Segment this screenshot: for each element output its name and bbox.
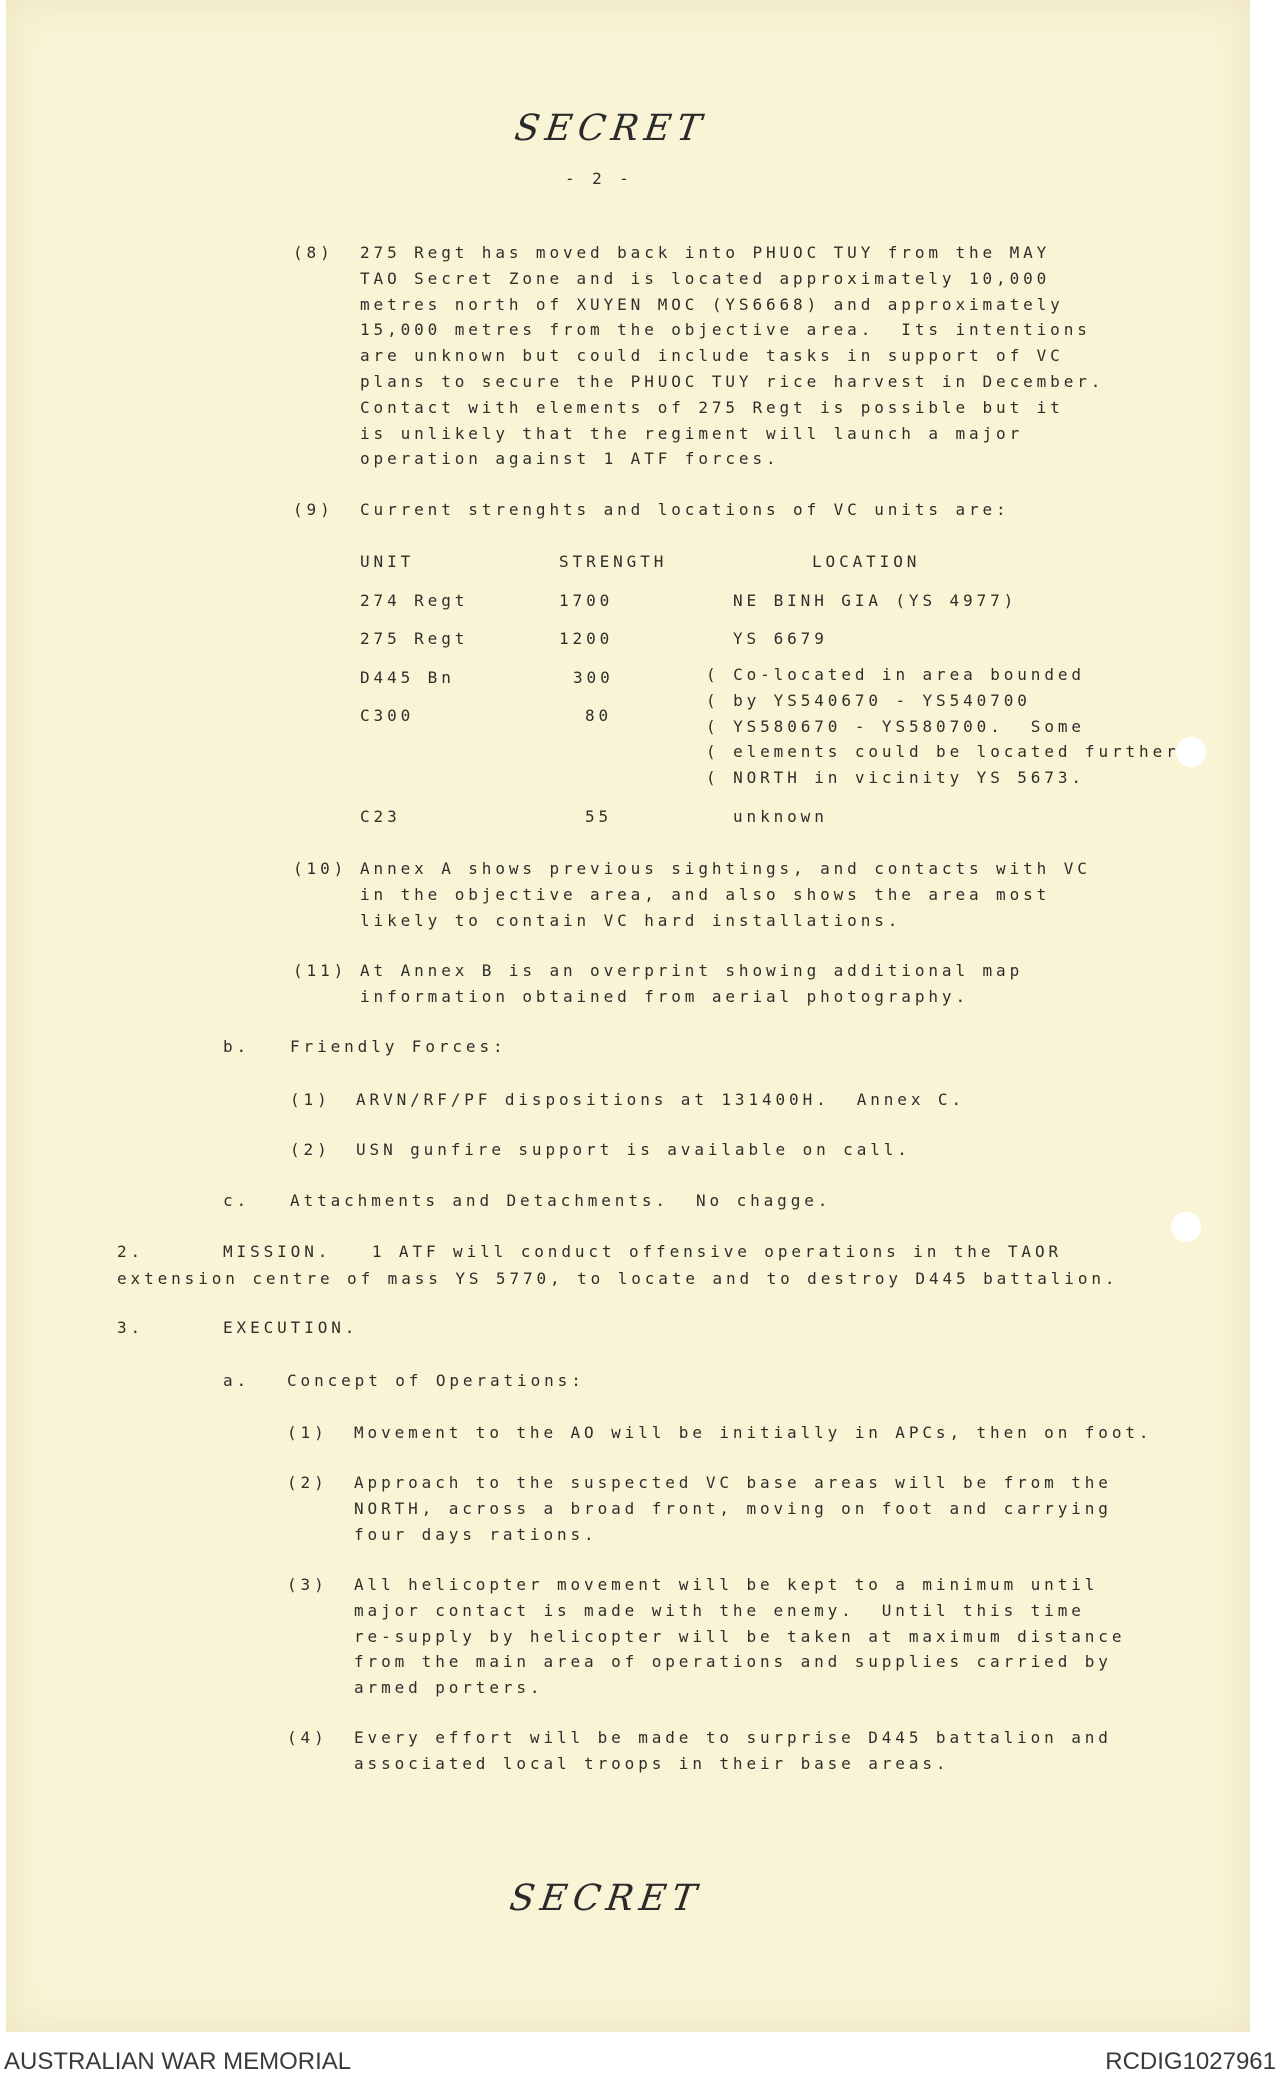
section-title: EXECUTION. bbox=[223, 1318, 359, 1337]
table-cell-strength: 300 bbox=[573, 668, 614, 687]
para-number: (1) bbox=[290, 1090, 331, 1109]
section-letter: c. bbox=[223, 1191, 251, 1210]
page-number: - 2 - bbox=[565, 169, 633, 188]
section-title: Concept of Operations: bbox=[287, 1371, 585, 1390]
table-cell-unit: D445 Bn bbox=[360, 668, 455, 687]
mission-text: MISSION. 1 ATF will conduct offensive operations in the TAOR bbox=[223, 1242, 1063, 1261]
para-text: Movement to the AO will be initially in APCs, then on foot. bbox=[354, 1423, 1153, 1442]
section-number: 3. bbox=[117, 1318, 145, 1337]
mission-text-continued: extension centre of mass YS 5770, to locate and to destroy D445 battalion. bbox=[117, 1269, 1119, 1288]
table-cell-unit: C23 bbox=[360, 807, 401, 826]
archive-credit: AUSTRALIAN WAR MEMORIAL bbox=[4, 2048, 352, 2075]
punch-hole bbox=[1176, 737, 1206, 767]
table-cell-strength: 1700 bbox=[559, 591, 614, 610]
section-letter: a. bbox=[223, 1371, 251, 1390]
classification-stamp-bottom: SECRET bbox=[507, 1878, 705, 1919]
para-text: ARVN/RF/PF dispositions at 131400H. Annex C. bbox=[356, 1090, 965, 1109]
para-text: Every effort will be made to surprise D445 battalion and associated local troops in their base areas. bbox=[354, 1728, 1112, 1773]
para-text: 275 Regt has moved back into PHUOC TUY from the MAY TAO Secret Zone and is located approximately 10,000 metres north of XUYEN MOC (YS6668) and approximately 15,000 metres from the objective area. Its intentions are unknown but could include tasks in support of VC plans to secure the PHUOC TUY rice harvest in December. Contact with elements of 275 Regt is possible but it is unlikely that the regiment will launch a major operation against 1 ATF forces. bbox=[360, 243, 1105, 469]
punch-hole bbox=[1171, 1212, 1201, 1242]
para-number: (11) bbox=[293, 961, 348, 980]
para-number: (2) bbox=[290, 1140, 331, 1159]
table-cell-location: YS 6679 bbox=[733, 629, 828, 648]
section-title: Friendly Forces: bbox=[290, 1037, 507, 1056]
table-header-location: LOCATION bbox=[812, 552, 921, 571]
table-header-strength: STRENGTH bbox=[559, 552, 668, 571]
table-cell-unit: 274 Regt bbox=[360, 591, 469, 610]
para-number: (1) bbox=[287, 1423, 328, 1442]
para-number: (8) bbox=[293, 243, 334, 262]
para-text: USN gunfire support is available on call. bbox=[356, 1140, 911, 1159]
table-cell-strength: 80 bbox=[585, 706, 613, 725]
table-cell-shared-location: ( Co-located in area bounded ( by YS540670 - YS540700 ( YS580670 - YS580700. Some ( elements could be located further ( NORTH in vicinity YS 5673. bbox=[706, 665, 1180, 788]
para-number: (10) bbox=[293, 859, 348, 878]
table-cell-unit: C300 bbox=[360, 706, 415, 725]
para-text: Current strenghts and locations of VC units are: bbox=[360, 500, 1010, 519]
para-text: Annex A shows previous sightings, and contacts with VC in the objective area, and also shows the area most likely to contain VC hard installations. bbox=[360, 859, 1091, 930]
para-text: Attachments and Detachments. No chagge. bbox=[290, 1191, 832, 1210]
section-letter: b. bbox=[223, 1037, 251, 1056]
para-number: (3) bbox=[287, 1575, 328, 1594]
para-number: (2) bbox=[287, 1473, 328, 1492]
section-number: 2. bbox=[117, 1242, 145, 1261]
para-text: Approach to the suspected VC base areas will be from the NORTH, across a broad front, moving on foot and carrying four days rations. bbox=[354, 1473, 1112, 1544]
para-number: (4) bbox=[287, 1728, 328, 1747]
archive-reference: RCDIG1027961 bbox=[1105, 2048, 1276, 2075]
table-cell-location: unknown bbox=[733, 807, 828, 826]
table-cell-strength: 55 bbox=[585, 807, 613, 826]
para-text: All helicopter movement will be kept to a minimum until major contact is made with the enemy. Until this time re-supply by helicopter will be taken at maximum distance from the main area of operations and supplies carried by armed porters. bbox=[354, 1575, 1126, 1698]
classification-stamp-top: SECRET bbox=[512, 108, 710, 149]
para-number: (9) bbox=[293, 500, 334, 519]
table-cell-unit: 275 Regt bbox=[360, 629, 469, 648]
table-cell-strength: 1200 bbox=[559, 629, 614, 648]
table-header-unit: UNIT bbox=[360, 552, 415, 571]
table-cell-location: NE BINH GIA (YS 4977) bbox=[733, 591, 1018, 610]
para-text: At Annex B is an overprint showing additional map information obtained from aerial photography. bbox=[360, 961, 1024, 1006]
